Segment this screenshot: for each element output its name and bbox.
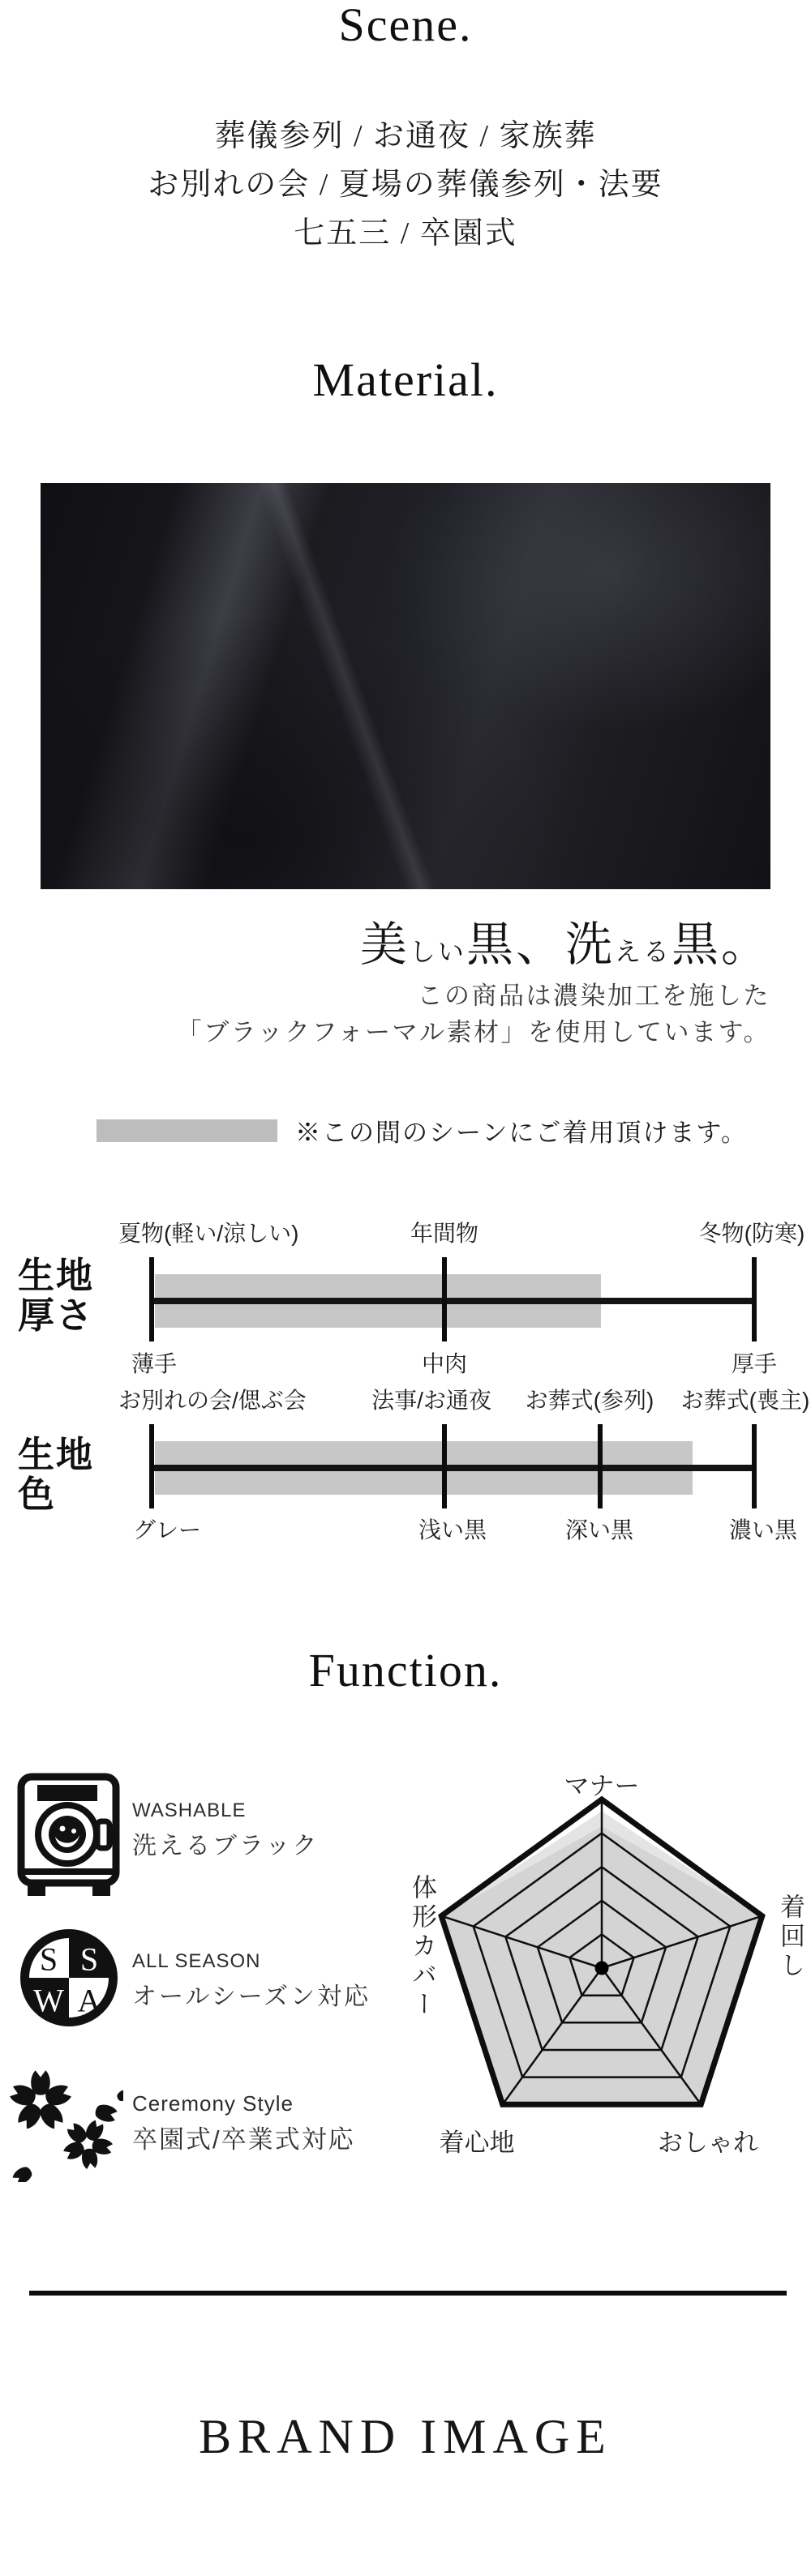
axis-label-line: 厚さ (18, 1295, 95, 1336)
legend-gray-swatch (97, 1119, 277, 1142)
thickness-scale (152, 1257, 754, 1341)
all-season-letter-br: A (77, 1982, 101, 2019)
scene-line: お別れの会 / 夏場の葬儀参列・法要 (148, 168, 663, 202)
color-label-funeral-host: お葬式(喪主) (680, 1388, 810, 1413)
description-line: この商品は濃染加工を施した (417, 982, 770, 1010)
black-fabric-photo (41, 483, 770, 889)
material-section-title: Material. (312, 353, 499, 406)
scale-tick (149, 1424, 154, 1508)
description-line: 「ブラックフォーマル素材」を使用しています。 (176, 1018, 770, 1046)
thickness-label-medium: 中肉 (421, 1351, 468, 1376)
function-label-en: WASHABLE (132, 1799, 247, 1821)
washing-machine-icon (16, 1772, 122, 1898)
axis-label-line: 色 (18, 1474, 57, 1515)
color-label-gray: グレー (132, 1517, 202, 1543)
all-season-letter-tr: S (79, 1941, 99, 1978)
thickness-label-summer: 夏物(軽い/涼しい) (118, 1221, 299, 1246)
thickness-label-winter: 冬物(防寒) (698, 1221, 805, 1246)
color-label-deep-black: 深い黒 (564, 1517, 634, 1543)
material-headline (203, 906, 770, 974)
radar-label-comfort: 着心地 (439, 2129, 515, 2157)
color-label-funeral-attendee: お葬式(参列) (525, 1388, 654, 1413)
function-label-ja: オールシーズン対応 (132, 1983, 371, 2010)
radar-label-manner: マナー (564, 1772, 640, 1800)
color-label-dark-black: 濃い黒 (728, 1517, 798, 1543)
axis-label-line: 生地 (18, 1256, 95, 1296)
material-description (154, 978, 770, 1051)
function-label-en: ALL SEASON (132, 1950, 261, 1972)
headline-text: 洗 (564, 918, 615, 971)
scene-section-title: Scene. (338, 0, 473, 51)
scale-tick (442, 1424, 447, 1508)
sakura-icon (10, 2064, 123, 2182)
scene-line: 葬儀参列 / お通夜 / 家族葬 (214, 119, 597, 153)
scene-usage-list (0, 112, 811, 258)
scale-tick (752, 1257, 757, 1341)
function-section-title: Function. (308, 1644, 503, 1697)
scene-line: 七五三 / 卒園式 (294, 216, 517, 250)
thickness-label-yearround: 年間物 (410, 1221, 479, 1246)
thickness-label-thin: 薄手 (131, 1351, 178, 1376)
thickness-label-thick: 厚手 (731, 1351, 778, 1376)
section-divider (29, 2291, 787, 2296)
color-label-farewell: お別れの会/偲ぶ会 (118, 1388, 307, 1413)
axis-label-line: 生地 (18, 1435, 95, 1475)
radar-center-dot (595, 1962, 609, 1975)
scale-legend (97, 1112, 748, 1149)
radar-label-versatility: 着回し (776, 1893, 805, 1981)
function-label-ja: 卒園式/卒業式対応 (132, 2125, 355, 2154)
function-label-ja: 洗えるブラック (132, 1833, 320, 1859)
scale-tick (442, 1257, 447, 1341)
function-label-en: Ceremony Style (132, 2091, 294, 2116)
color-axis-label (18, 1436, 99, 1515)
headline-text: しい (409, 937, 466, 966)
headline-text: 黒、 (466, 918, 565, 971)
color-scale (152, 1424, 754, 1508)
color-label-light-black: 浅い黒 (418, 1517, 487, 1543)
scale-tick (752, 1424, 757, 1508)
headline-text: 黒。 (671, 918, 770, 971)
legend-note: ※この間のシーンにご着用頂けます。 (295, 1119, 748, 1147)
thickness-axis-label (18, 1256, 99, 1336)
all-season-icon (18, 1927, 120, 2029)
scale-tick (598, 1424, 603, 1508)
brand-image-title: BRAND IMAGE (199, 2410, 612, 2463)
headline-text: える (614, 937, 672, 966)
color-axis-line (152, 1465, 754, 1471)
color-label-houji: 法事/お通夜 (371, 1388, 491, 1413)
radar-label-figure-cover: 体形カバー (408, 1874, 436, 2020)
all-season-letter-tl: S (39, 1941, 58, 1978)
scale-tick (149, 1257, 154, 1341)
all-season-letter-bl: W (33, 1982, 64, 2019)
headline-text: 美 (359, 918, 410, 971)
thickness-axis-line (152, 1298, 754, 1304)
radar-label-fashionable: おしゃれ (658, 2129, 758, 2157)
